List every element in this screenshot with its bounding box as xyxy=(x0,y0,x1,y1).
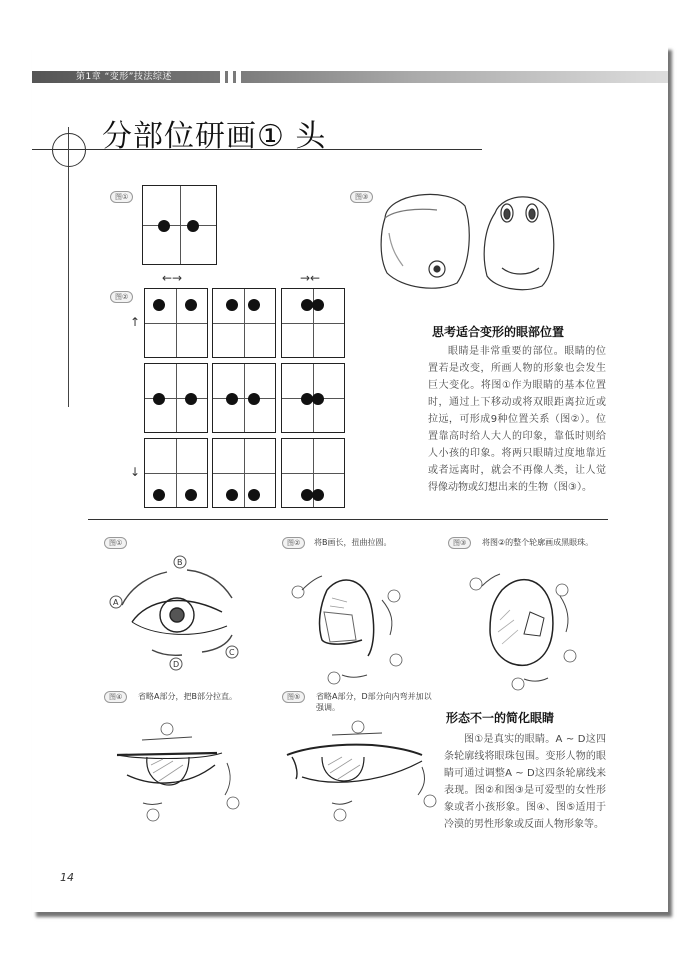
label-a: A xyxy=(113,598,119,607)
page-title: 分部位研画① 头 xyxy=(102,119,327,154)
section1-body: 眼睛是非常重要的部位。眼睛的位置若是改变，所画人物的形象也会发生巨大变化。将图①作为眼睛的基本位置时，通过上下移动或将双眼距离拉近或拉远，可形成9种位置关系（图②）。位置靠高时给人大人的印象，靠低时则给人小孩的印象。将两只眼睛过度地靠近或者远离时，就会不再像人类，让人觉得像动物或幻想出来的生物（图③）。 xyxy=(428,346,606,493)
eye-position-base-grid xyxy=(142,185,217,265)
eye-dot xyxy=(185,393,197,405)
eye-dot xyxy=(153,299,165,311)
cool-eye-drawing-4 xyxy=(107,725,257,835)
eye-dot xyxy=(226,489,238,501)
together-arrow: →← xyxy=(300,271,321,285)
section2-heading: 形态不一的简化眼睛 xyxy=(446,711,555,725)
eye-dot xyxy=(312,299,324,311)
eye-grid-cell xyxy=(212,288,276,358)
fig3-tag: 图③ xyxy=(350,191,373,203)
cute-eye-drawing-3 xyxy=(452,560,592,690)
margin-line xyxy=(68,127,69,407)
section2-body: 图①是真实的眼睛。A ~ D这四条轮廓线将眼珠包围。变形人物的眼睛可通过调整A ~ D这四条轮廓线来表现。图②和图③是可爱型的女性形象或者小孩形象。图④、图⑤适用于冷漠的男性形象或反面人物形象等。 xyxy=(444,734,606,830)
b3-caption: 将图②的整个轮廓画成黑眼珠。 xyxy=(482,538,594,547)
eye-dot xyxy=(312,393,324,405)
eye-dot xyxy=(312,489,324,501)
cool-eye-drawing-5 xyxy=(282,735,452,835)
b2-caption: 将B画长，扭曲拉圆。 xyxy=(314,538,392,547)
section1-heading: 思考适合变形的眼部位置 xyxy=(432,325,565,339)
eye-grid-cell xyxy=(144,363,208,433)
label-b: B xyxy=(177,558,183,567)
realistic-eye-drawing xyxy=(92,550,252,670)
eye-grid-cell xyxy=(281,288,345,358)
fig2-tag: 图② xyxy=(110,291,133,303)
section-divider xyxy=(88,519,608,520)
eye-dot xyxy=(226,299,238,311)
eye-grid-cell xyxy=(281,363,345,433)
eye-grid-cell xyxy=(212,438,276,508)
page-number: 14 xyxy=(60,871,74,884)
bar-decoration xyxy=(220,71,241,83)
eye-grid-cell xyxy=(281,438,345,508)
label-c: C xyxy=(229,648,235,657)
eye-dot xyxy=(185,299,197,311)
b2-tag: 图② xyxy=(282,537,305,549)
eye-dot xyxy=(153,393,165,405)
eye-dot xyxy=(226,393,238,405)
apart-arrow: ←→ xyxy=(162,271,183,285)
b4-tag: 图④ xyxy=(104,691,127,703)
b5-caption: 省略A部分，D部分向内弯并加以强调。 xyxy=(316,692,432,712)
chapter-label: 第1章 “变形”技法综述 xyxy=(76,72,172,82)
title-rule xyxy=(32,149,482,150)
eye-grid-cell xyxy=(144,288,208,358)
eye-dot xyxy=(153,489,165,501)
eye-dot xyxy=(248,299,260,311)
b5-tag: 图⑤ xyxy=(282,691,305,703)
creature-heads-drawing xyxy=(377,188,577,298)
up-arrow: ↑ xyxy=(130,315,141,329)
b4-caption: 省略A部分，把B部分拉直。 xyxy=(138,692,237,701)
crosshair-mark xyxy=(52,133,86,167)
fig1-tag: 图① xyxy=(110,191,133,203)
b3-tag: 图③ xyxy=(448,537,471,549)
down-arrow: ↓ xyxy=(130,465,141,479)
eye-dot xyxy=(248,393,260,405)
eye-dot xyxy=(185,489,197,501)
label-d: D xyxy=(173,660,180,669)
eye-grid-cell xyxy=(212,363,276,433)
b1-tag: 图① xyxy=(104,537,127,549)
book-page xyxy=(32,45,668,912)
eye-dot xyxy=(248,489,260,501)
eye-grid-cell xyxy=(144,438,208,508)
cute-eye-drawing-2 xyxy=(272,560,412,675)
